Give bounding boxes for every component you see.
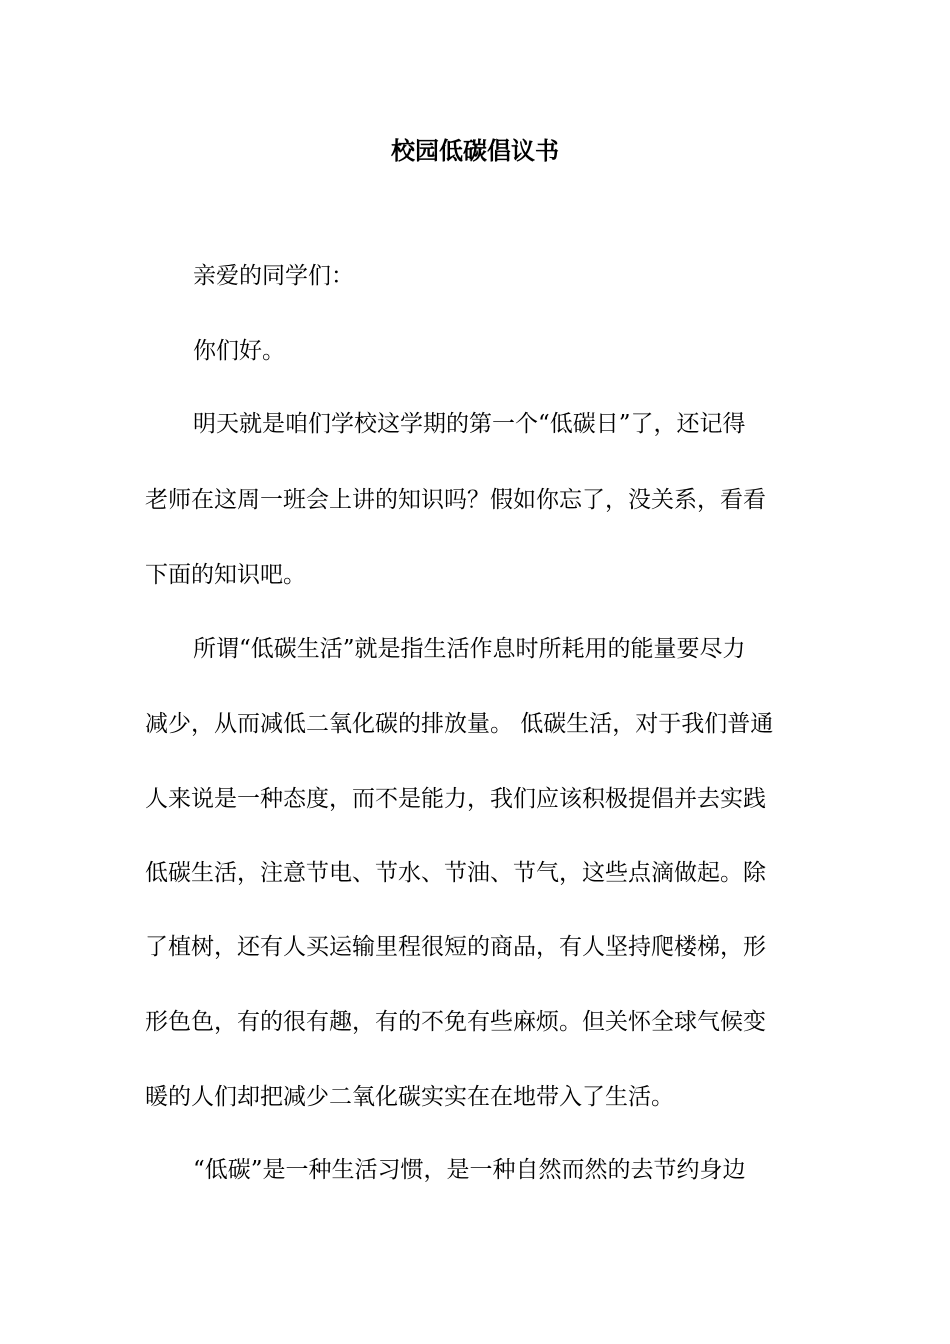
paragraph-line: 形色色，有的很有趣，有的不免有些麻烦。但关怀全球气候变 [145,1009,766,1035]
paragraph-line: 暖的人们却把减少二氧化碳实实在在地带入了生活。 [145,1084,674,1110]
paragraph-line: 明天就是咱们学校这学期的第一个“低碳日”了，还记得 [193,411,746,437]
paragraph-line: 人来说是一种态度，而不是能力，我们应该积极提倡并去实践 [145,786,766,812]
paragraph-line: “低碳”是一种生活习惯，是一种自然而然的去节约身边 [193,1157,746,1183]
paragraph-line: 老师在这周一班会上讲的知识吗？假如你忘了，没关系，看看 [145,487,766,513]
paragraph-line: 减少，从而减低二氧化碳的排放量。 低碳生活，对于我们普通 [145,711,774,737]
greeting-line: 你们好。 [193,338,285,364]
paragraph-line: 低碳生活，注意节电、节水、节油、节气，这些点滴做起。除 [145,860,766,886]
paragraph-line: 了植树，还有人买运输里程很短的商品，有人坚持爬楼梯，形 [145,934,766,960]
document-title: 校园低碳倡议书 [391,136,559,165]
salutation-line: 亲爱的同学们： [193,263,354,289]
paragraph-line: 所谓“低碳生活”就是指生活作息时所耗用的能量要尽力 [193,636,746,662]
paragraph-line: 下面的知识吧。 [145,562,306,588]
